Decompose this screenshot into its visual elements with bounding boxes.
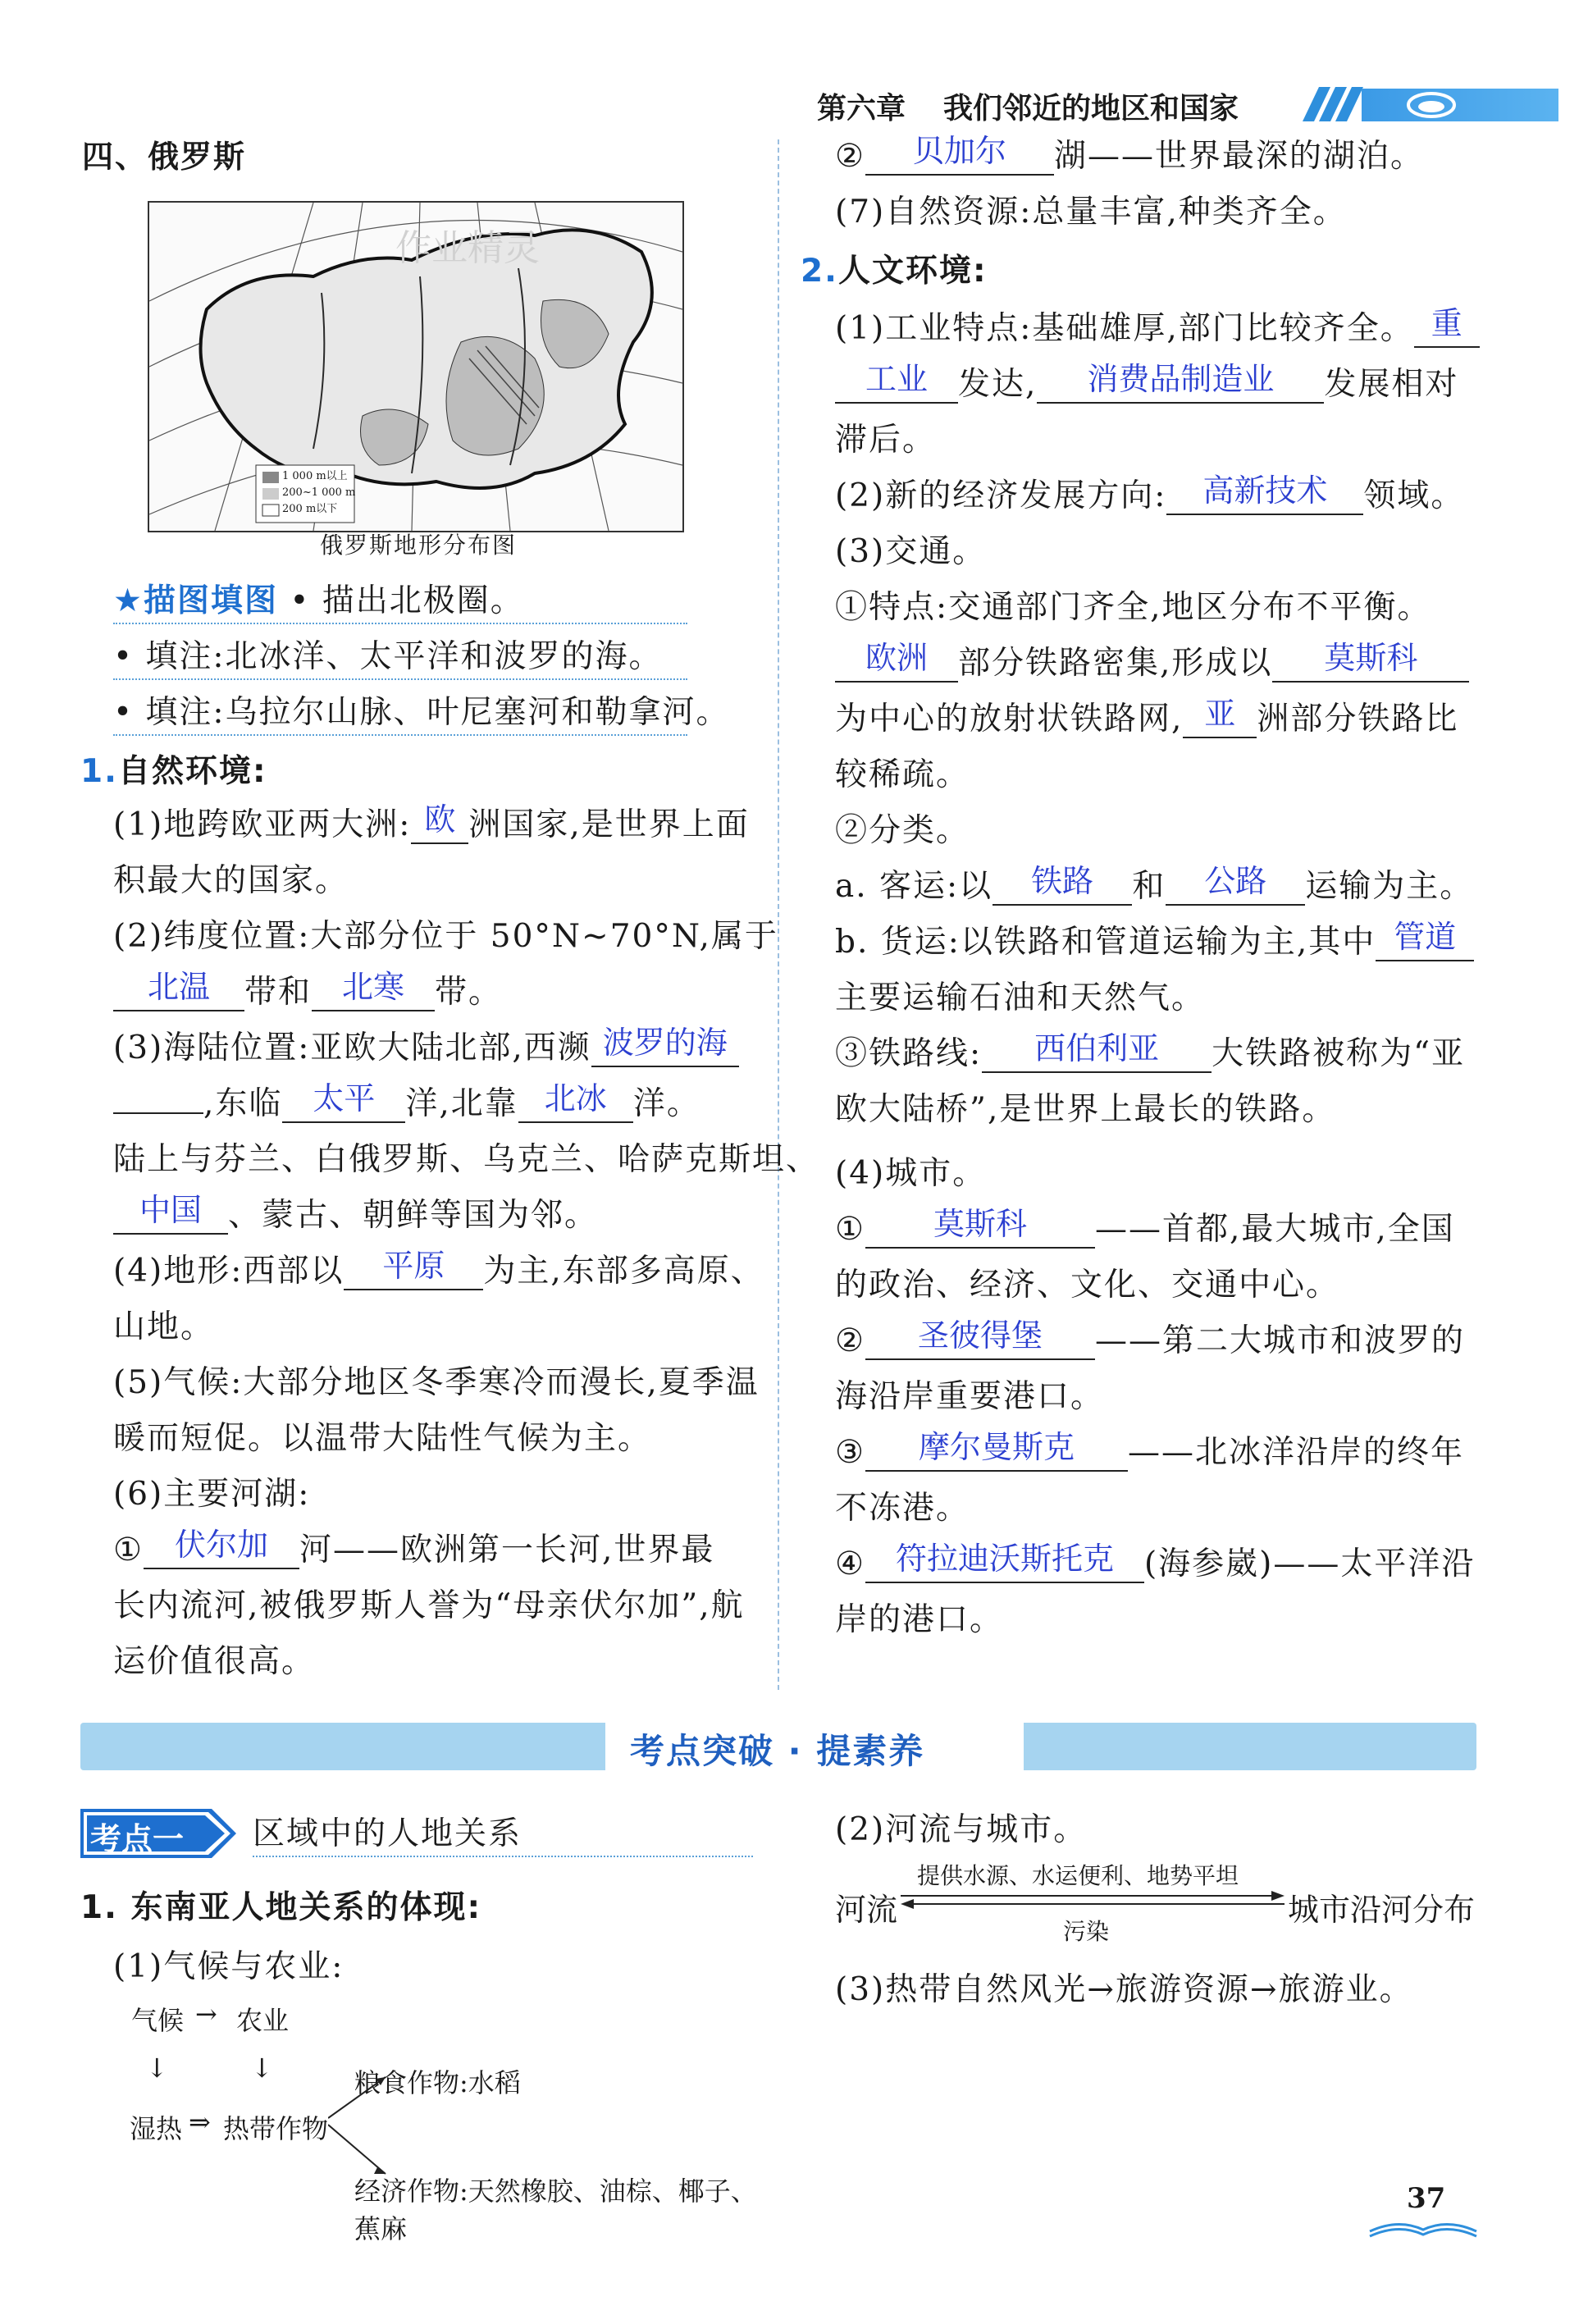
r-line-23: ③ 摩尔曼斯克 ——北冰洋沿岸的终年 [835,1429,1464,1471]
nat-line-16: 运价值很高。 [113,1643,316,1680]
logo-icon [1403,90,1460,120]
r-line-6: (2)新的经济发展方向: 高新技术 领域。 [835,473,1465,514]
header-band [1362,89,1558,121]
answer-blank[interactable] [113,1112,203,1114]
answer-blank[interactable]: 北寒 [312,974,435,1011]
river-label: 河流 [835,1892,898,1928]
drawing-task-item-1: • 描出北极圈。 [290,582,524,619]
climate-agri-diagram [123,1993,779,2244]
nat-line-1: (1)地跨欧亚两大洲: 欧 洲国家,是世界上面 [113,801,750,843]
c3-title: (3)热带自然风光→旅游资源→旅游业。 [835,1971,1413,2008]
answer-blank[interactable]: 北冰 [518,1085,633,1123]
answer-blank[interactable]: 符拉迪沃斯托克 [865,1546,1144,1583]
r-line-12: ②分类。 [835,812,970,849]
river-top-label: 提供水源、水运便利、地势平坦 [917,1862,1239,1889]
r-line-25: ④ 符拉迪沃斯托克 (海参崴)——太平洋沿 [835,1541,1476,1582]
nat-line-6: ,东临 太平 洋,北靠 北冰 洋。 [113,1083,700,1125]
river-city-diagram [835,1858,1540,1948]
drawing-task-label: ★描图填图 [113,582,278,619]
answer-blank[interactable]: 管道 [1376,924,1474,961]
answer-blank[interactable]: 圣彼得堡 [865,1322,1095,1360]
r-line-2: (7)自然资源:总量丰富,种类齐全。 [835,194,1347,231]
answer-blank[interactable]: 贝加尔 [865,138,1054,176]
answer-blank[interactable]: 消费品制造业 [1037,366,1324,404]
r-line-18: (4)城市。 [835,1155,987,1192]
chapter-title: 我们邻近的地区和国家 [943,92,1239,126]
diagram-hot: 湿热 [130,2113,183,2144]
r-line-1: ② 贝加尔 湖——世界最深的湖泊。 [835,133,1424,175]
answer-blank[interactable]: 重 [1414,310,1480,348]
answer-blank[interactable]: 高新技术 [1166,477,1363,515]
r-line-20: 的政治、经济、文化、交通中心。 [835,1267,1340,1304]
r-line-4: 工业 发达, 消费品制造业 发展相对 [835,363,1458,406]
r-line-11: 较稀疏。 [835,756,970,793]
answer-blank[interactable]: 莫斯科 [1272,645,1469,683]
diagram-food: 粮食作物:水稻 [354,2067,521,2098]
watermark-text: 作业精灵 [395,227,540,269]
c1-title: (1)气候与农业: [113,1948,345,1985]
answer-blank[interactable]: 工业 [835,366,958,404]
page-number: 37 [1407,2182,1446,2215]
nat-line-9: (4)地形:西部以 平原 为主,东部多高原、 [113,1248,764,1290]
r-line-26: 岸的港口。 [835,1601,1004,1638]
arrow-right-icon: → [195,1998,217,2030]
r-line-9: 欧洲 部分铁路密集,形成以 莫斯科 [835,642,1469,685]
double-arrow-icon: ⇒ [189,2107,211,2138]
r-line-16: ③铁路线: 西伯利亚 大铁路被称为“亚 [835,1030,1466,1072]
double-arrow-icon [901,1891,1286,1911]
c2-title: (2)河流与城市。 [835,1811,1088,1848]
r-line-3: (1)工业特点:基础雄厚,部门比较齐全。 重 [835,308,1480,350]
r-line-8: ①特点:交通部门齐全,地区分布不平衡。 [835,589,1431,626]
r-line-24: 不冻港。 [835,1490,970,1527]
answer-blank[interactable]: 亚 [1183,701,1257,738]
section-title: 四、俄罗斯 [82,139,247,175]
answer-blank[interactable]: 太平 [282,1085,405,1123]
q1-title: 1. 东南亚人地关系的体现: [80,1889,482,1926]
banner-title: 考点突破 · 提素养 [630,1731,925,1771]
r-line-10: 为中心的放射状铁路网, 亚 洲部分铁路比 [835,696,1459,737]
answer-blank[interactable]: 伏尔加 [144,1532,299,1569]
answer-blank[interactable]: 波罗的海 [591,1030,739,1067]
answer-blank[interactable]: 欧洲 [835,645,958,683]
chapter-number: 第六章 [817,92,906,126]
river-bottom-label: 污染 [1063,1918,1110,1945]
nat-line-7: 陆上与芬兰、白俄罗斯、乌克兰、哈萨克斯坦、 [113,1141,820,1178]
column-divider [778,139,779,1690]
r-line-14: b. 货运:以铁路和管道运输为主,其中 管道 [835,921,1474,964]
diagram-cash: 经济作物:天然橡胶、油棕、椰子、蕉麻 [354,2176,757,2244]
r-line-21: ② 圣彼得堡 ——第二大城市和波罗的 [835,1317,1465,1359]
russia-terrain-map [148,201,684,532]
nat-line-3: (2)纬度位置:大部分位于 50°N~70°N,属于 [113,918,778,955]
arrow-down-icon: ↓ [251,2052,273,2084]
header-stripes [1294,87,1368,121]
r-line-15: 主要运输石油和天然气。 [835,979,1206,1016]
answer-blank[interactable]: 平原 [344,1253,483,1290]
drawing-task-2: • 填注:北冰洋、太平洋和波罗的海。 [113,636,687,680]
header-bar [787,82,1558,125]
nat-line-10: 山地。 [113,1308,215,1345]
nat-line-4: 北温 带和 北寒 带。 [113,971,502,1014]
human-heading: 2.人文环境: [801,253,988,290]
arrow-down-icon: ↓ [146,2052,168,2084]
legend-item-2: 200~1 000 m [282,486,356,499]
answer-blank[interactable]: 欧 [411,806,468,844]
section-banner [80,1723,1476,1770]
nat-line-8: 中国 、蒙古、朝鲜等国为邻。 [113,1194,598,1237]
r-line-19: ① 莫斯科 ——首都,最大城市,全国 [835,1206,1455,1248]
r-line-13: a. 客运:以 铁路 和 公路 运输为主。 [835,863,1474,905]
diagram-agri: 农业 [236,2005,290,2036]
r-line-22: 海沿岸重要港口。 [835,1378,1105,1415]
diagram-climate: 气候 [131,2005,185,2036]
nat-line-12: 暖而短促。以温带大陆性气候为主。 [113,1420,652,1457]
book-icon [1366,2215,1481,2240]
answer-blank[interactable]: 公路 [1166,868,1305,906]
legend-item-1: 1 000 m以上 [282,470,348,482]
answer-blank[interactable]: 摩尔曼斯克 [865,1434,1128,1472]
r-line-7: (3)交通。 [835,533,987,570]
diagram-tropical: 热带作物 [223,2113,329,2144]
answer-blank[interactable]: 中国 [113,1197,228,1235]
nat-line-5: (3)海陆位置:亚欧大陆北部,西濒 波罗的海 [113,1027,739,1070]
nat-line-14: ① 伏尔加 河——欧洲第一长河,世界最 [113,1527,715,1568]
drawing-task-3: • 填注:乌拉尔山脉、叶尼塞河和勒拿河。 [113,692,687,736]
r-line-5: 滞后。 [835,422,937,459]
nat-line-2: 积最大的国家。 [113,862,349,899]
kaodian-title: 区域中的人地关系 [253,1813,753,1857]
answer-blank[interactable]: 西伯利亚 [982,1035,1212,1073]
nat-line-13: (6)主要河湖: [113,1476,311,1513]
nat-line-15: 长内流河,被俄罗斯人誉为“母亲伏尔加”,航 [113,1587,745,1624]
kaodian-tag-label: 考点一 [90,1821,185,1857]
nat-line-11: (5)气候:大部分地区冬季寒冷而漫长,夏季温 [113,1364,760,1401]
kaodian-tag [80,1809,236,1858]
answer-blank[interactable]: 北温 [113,974,244,1011]
drawing-task-1 [113,580,687,624]
r-line-17: 欧大陆桥”,是世界上最长的铁路。 [835,1091,1336,1128]
map-caption: 俄罗斯地形分布图 [320,532,518,559]
answer-blank[interactable]: 莫斯科 [865,1211,1095,1249]
answer-blank[interactable]: 铁路 [992,868,1132,906]
river-result: 城市沿河分布 [1288,1892,1476,1928]
legend-item-3: 200 m以下 [282,503,338,515]
natural-heading: 1.自然环境: [80,753,267,790]
